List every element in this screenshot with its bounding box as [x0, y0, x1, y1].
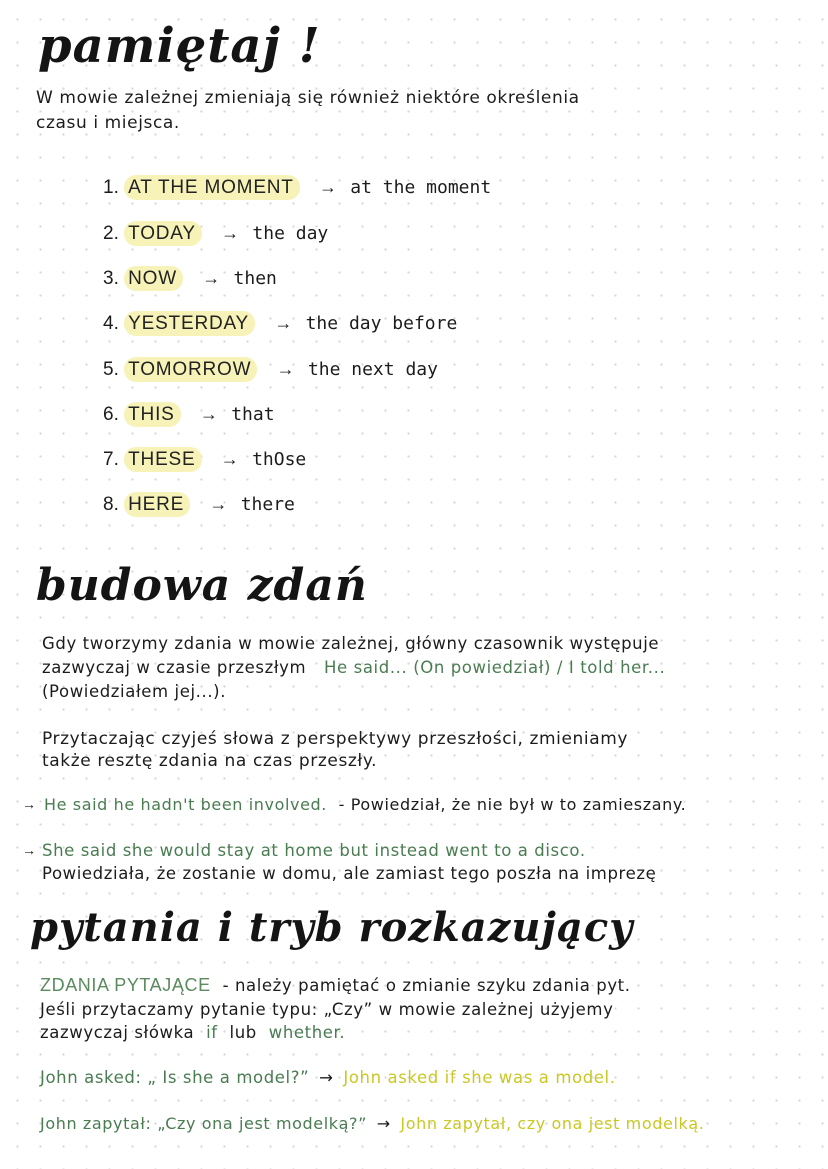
- word-lub: lub: [229, 1023, 257, 1042]
- item-number: 7.: [103, 449, 119, 470]
- item-number: 4.: [103, 313, 119, 334]
- paragraph-line: Przytaczając czyjeś słowa z perspektywy przeszłości, zmieniamy: [42, 729, 629, 749]
- item-number: 3.: [103, 268, 119, 289]
- arrow-right-icon: →: [319, 1068, 334, 1087]
- list-item: [103, 449, 306, 471]
- arrow-right-icon: →: [22, 842, 36, 858]
- item-number: 8.: [103, 494, 119, 515]
- arrow-right-icon: →: [22, 796, 36, 812]
- word-whether: whether.: [268, 1023, 346, 1042]
- intro-line-1: W mowie zależnej zmieniają się również niektóre określenia: [36, 88, 580, 108]
- arrow-right-icon: →: [199, 404, 218, 424]
- example-he-said: He said... (On powiedział) / I told her...: [324, 658, 666, 677]
- paragraph-line: Gdy tworzymy zdania w mowie zależnej, główny czasownik występuje: [42, 634, 660, 653]
- questions-line: [40, 975, 631, 996]
- arrow-right-icon: →: [319, 177, 337, 197]
- paragraph-line: (Powiedziałem jej...).: [42, 682, 227, 701]
- heading-budowa-zdan: budowa zdań: [36, 560, 368, 611]
- list-item: [103, 404, 275, 426]
- item-translation: the day: [252, 223, 329, 244]
- arrow-right-icon: →: [220, 449, 239, 469]
- example-right: John asked if she was a model.: [343, 1068, 616, 1087]
- example-right: John zapytał, czy ona jest modelką.: [400, 1114, 705, 1133]
- intro-line-2: czasu i miejsca.: [36, 113, 180, 133]
- paragraph-line: także resztę zdania na czas przeszły.: [42, 751, 378, 771]
- list-item: [103, 494, 295, 516]
- questions-line: Jeśli przytaczamy pytanie typu: „Czy” w mowie zależnej użyjemy: [40, 1000, 614, 1019]
- item-number: 5.: [103, 359, 119, 380]
- item-translation: the next day: [307, 359, 438, 380]
- heading-pamietaj: pamiętaj !: [38, 18, 321, 74]
- questions-label: ZDANIA PYTAJĄCE: [40, 975, 211, 995]
- arrow-right-icon: →: [376, 1114, 391, 1133]
- item-translation: the day before: [305, 313, 458, 334]
- highlighted-term: HERE: [124, 492, 190, 517]
- example-left: John asked: „ Is she a model?”: [40, 1068, 310, 1087]
- paragraph-line: [42, 658, 665, 677]
- example-line: [44, 795, 686, 814]
- example-left: John zapytał: „Czy ona jest modelką?”: [40, 1114, 368, 1133]
- example-polish: Powiedziała, że zostanie w domu, ale zamiast tego poszła na imprezę: [42, 864, 657, 883]
- example-4: [40, 1114, 704, 1133]
- highlighted-term: TOMORROW: [124, 357, 257, 382]
- item-translation: there: [240, 494, 295, 515]
- list-item: [103, 313, 457, 335]
- arrow-right-icon: →: [209, 494, 228, 514]
- highlighted-term: YESTERDAY: [124, 311, 255, 336]
- questions-text: - należy pamiętać o zmianie szyku zdania pyt.: [222, 976, 631, 995]
- list-item: [103, 223, 328, 245]
- example-3: [40, 1068, 616, 1087]
- example-english: She said she would stay at home but instead went to a disco.: [42, 841, 586, 860]
- highlighted-term: TODAY: [124, 221, 202, 246]
- arrow-right-icon: →: [221, 223, 240, 243]
- questions-line: [40, 1023, 345, 1042]
- arrow-right-icon: →: [202, 268, 221, 288]
- list-item: [103, 359, 438, 381]
- highlighted-term: NOW: [124, 266, 183, 291]
- highlighted-term: THIS: [124, 402, 180, 427]
- arrow-right-icon: →: [274, 313, 293, 333]
- word-if: if: [206, 1023, 218, 1042]
- paragraph-text: zazwyczaj w czasie przeszłym: [42, 658, 307, 677]
- arrow-right-icon: →: [276, 359, 295, 379]
- item-translation: that: [231, 404, 275, 425]
- highlighted-term: THESE: [124, 447, 201, 472]
- item-translation: then: [233, 268, 277, 289]
- item-number: 1.: [103, 177, 119, 198]
- item-translation: thOse: [252, 449, 307, 470]
- item-number: 2.: [103, 223, 119, 244]
- list-item: [103, 268, 277, 290]
- heading-pytania: pytania i tryb rozkazujący: [30, 904, 634, 951]
- example-polish: - Powiedział, że nie był w to zamieszany.: [338, 795, 687, 814]
- list-item: [103, 177, 491, 199]
- questions-text: zazwyczaj słówka: [40, 1023, 195, 1042]
- item-number: 6.: [103, 404, 119, 425]
- example-english: He said he hadn't been involved.: [44, 795, 327, 814]
- highlighted-term: AT THE MOMENT: [124, 175, 300, 200]
- item-translation: at the moment: [350, 177, 492, 198]
